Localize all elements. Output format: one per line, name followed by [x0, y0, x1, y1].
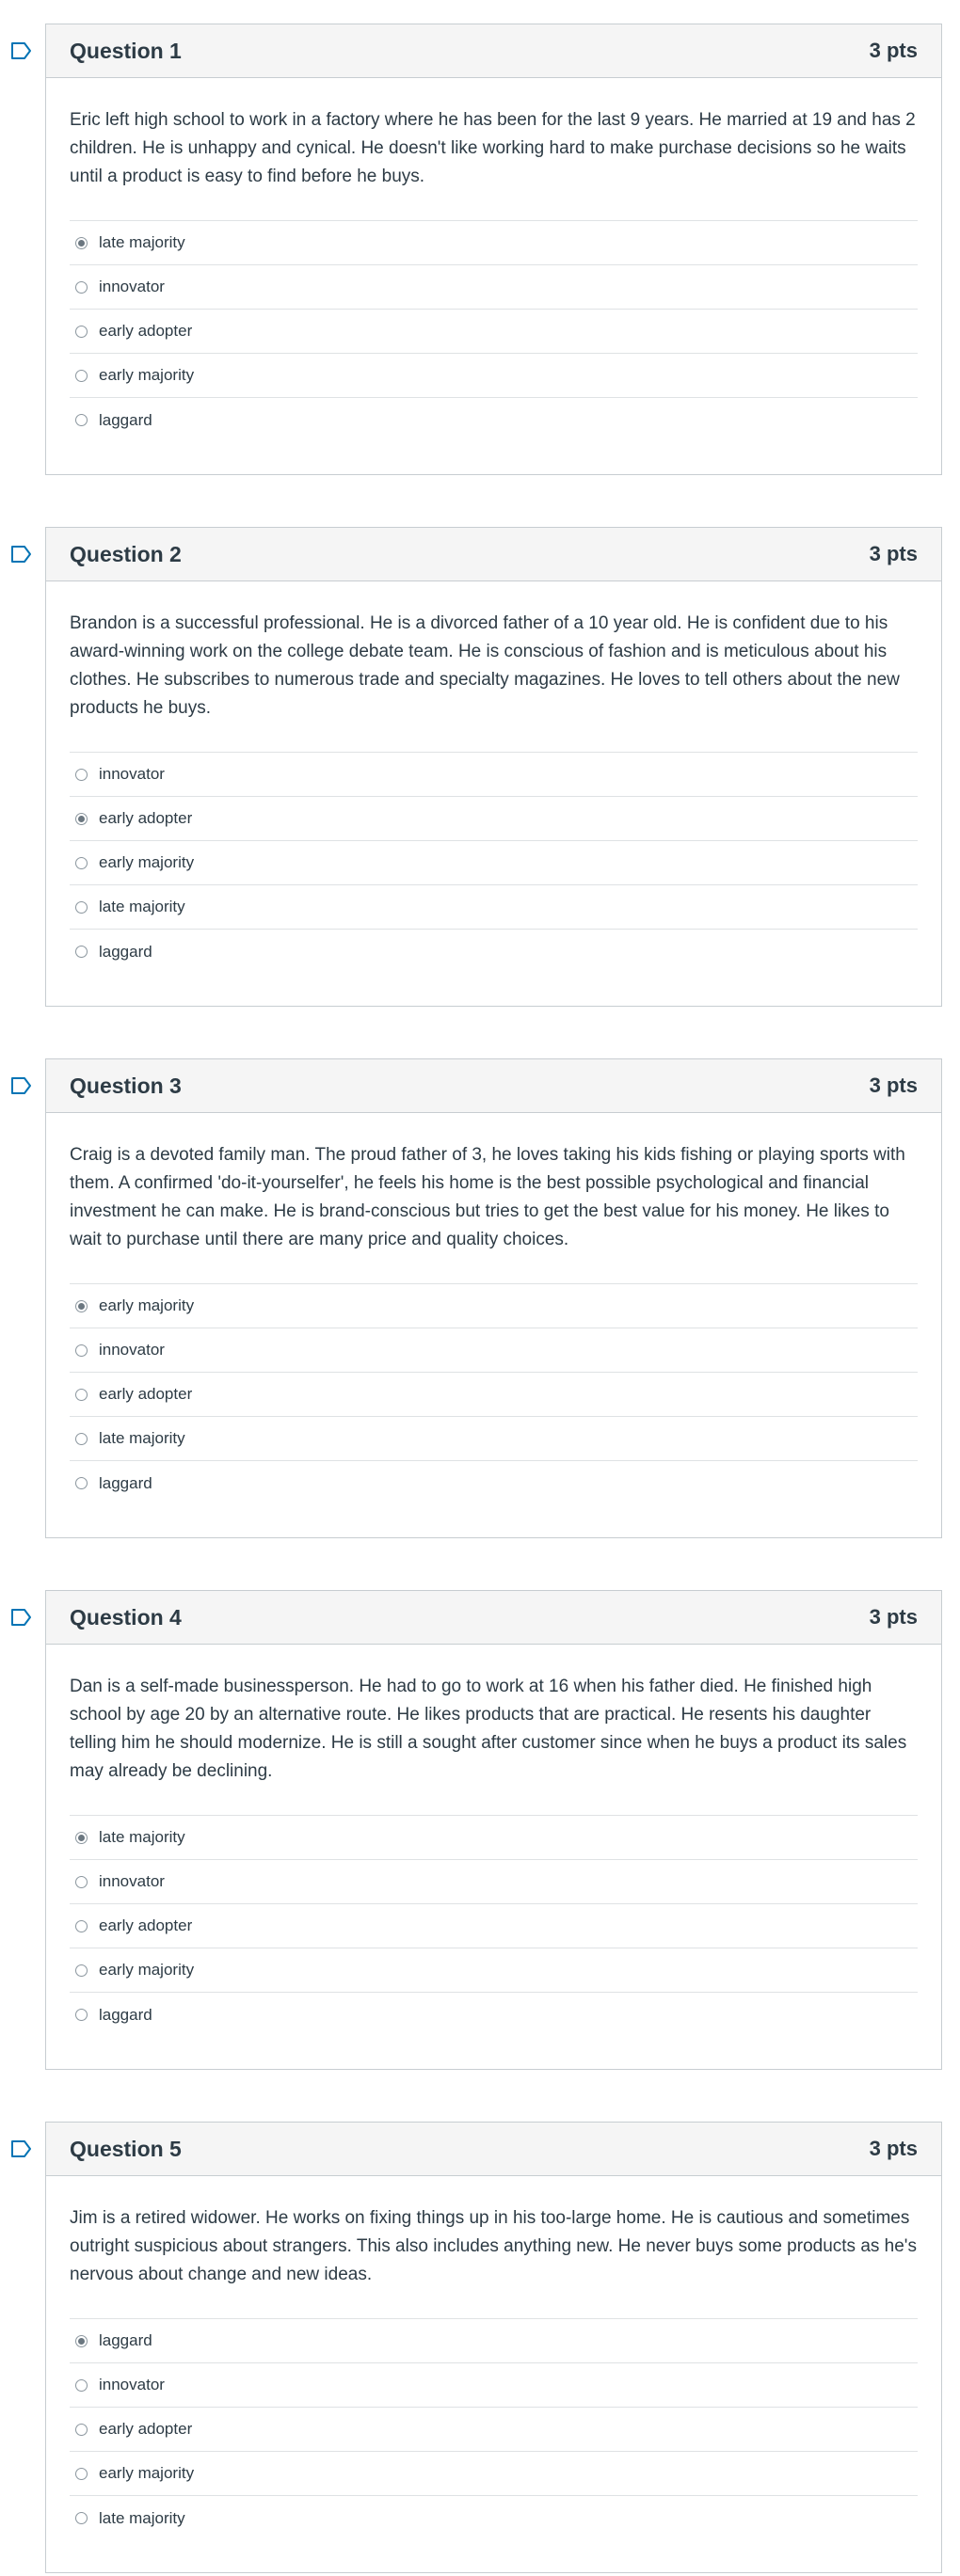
answer-list: [70, 2318, 918, 2540]
answer-label: early adopter: [99, 1385, 193, 1403]
question-title: Question 3: [70, 1073, 182, 1098]
answer-label: innovator: [99, 278, 165, 295]
answer-label: late majority: [99, 2508, 185, 2527]
answer-label: late majority: [99, 1828, 185, 1846]
question-points: 3 pts: [869, 542, 918, 565]
answer-option[interactable]: [70, 1948, 918, 1993]
answer-option[interactable]: [70, 1417, 918, 1461]
answer-label: early majority: [99, 366, 195, 384]
question-points: 3 pts: [869, 1073, 918, 1097]
question-text: Eric left high school to work in a factory where he has been for the last 9 years. He married at 19 and has 2 children. He is unhappy and cynical. He doesn't like working hard to make purchase decisions so he waits until a product is easy to find before he buys.: [70, 110, 916, 186]
radio-icon[interactable]: [75, 1433, 88, 1445]
answer-option[interactable]: [70, 1860, 918, 1904]
question-text: Jim is a retired widower. He works on fixing things up in his too-large home. He is cautious and sometimes outright suspicious about strangers. This also includes anything new. He never buys some products as he's nervous about change and new ideas.: [70, 2208, 917, 2284]
answer-option[interactable]: [70, 1993, 918, 2037]
answer-option[interactable]: [70, 753, 918, 797]
radio-icon[interactable]: [75, 414, 88, 426]
radio-icon[interactable]: [75, 2009, 88, 2021]
radio-icon[interactable]: [75, 237, 88, 249]
answer-option[interactable]: [70, 841, 918, 885]
answer-option[interactable]: [70, 354, 918, 398]
radio-icon[interactable]: [75, 2468, 88, 2480]
flag-icon[interactable]: [10, 2139, 33, 2158]
answer-option[interactable]: [70, 1904, 918, 1948]
answer-label: laggard: [99, 1473, 152, 1492]
question-body: [46, 1113, 941, 1524]
flag-icon[interactable]: [10, 1608, 33, 1627]
answer-list: [70, 220, 918, 442]
radio-icon[interactable]: [75, 281, 88, 294]
radio-icon[interactable]: [75, 370, 88, 382]
answer-option[interactable]: [70, 221, 918, 265]
answer-label: laggard: [99, 410, 152, 429]
answer-label: innovator: [99, 1872, 165, 1890]
answer-label: early majority: [99, 2464, 195, 2482]
question-text: Brandon is a successful professional. He is a divorced father of a 10 year old. He is confident due to his award-winning work on the college debate team. He is conscious of fashion and is meticulous about his clothes. He subscribes to numerous trade and specialty magazines. He loves to tell others about the new products he buys.: [70, 613, 900, 718]
answer-label: innovator: [99, 765, 165, 783]
question-header: [46, 1591, 941, 1645]
radio-icon[interactable]: [75, 1389, 88, 1401]
answer-option[interactable]: [70, 885, 918, 930]
radio-icon[interactable]: [75, 1300, 88, 1312]
radio-icon[interactable]: [75, 1876, 88, 1888]
radio-icon[interactable]: [75, 1964, 88, 1977]
answer-label: innovator: [99, 1341, 165, 1359]
answer-label: early adopter: [99, 322, 193, 340]
flag-icon[interactable]: [10, 1076, 33, 1095]
radio-icon[interactable]: [75, 901, 88, 914]
answer-option[interactable]: [70, 2408, 918, 2452]
question-card: [45, 2122, 942, 2573]
answer-label: laggard: [99, 2331, 152, 2349]
answer-option[interactable]: [70, 1461, 918, 1505]
answer-option[interactable]: [70, 930, 918, 974]
answer-option[interactable]: [70, 2319, 918, 2363]
question-points: 3 pts: [869, 39, 918, 62]
answer-label: innovator: [99, 2376, 165, 2393]
radio-icon[interactable]: [75, 1344, 88, 1357]
question-points: 3 pts: [869, 2137, 918, 2160]
answer-option[interactable]: [70, 2452, 918, 2496]
flag-icon[interactable]: [10, 41, 33, 60]
answer-label: late majority: [99, 1429, 185, 1447]
answer-option[interactable]: [70, 310, 918, 354]
answer-label: laggard: [99, 942, 152, 961]
answer-label: laggard: [99, 2005, 152, 2024]
answer-option[interactable]: [70, 1816, 918, 1860]
question-text: Craig is a devoted family man. The proud father of 3, he loves taking his kids fishing or playing sports with them. A confirmed 'do-it-yourselfer', he feels his home is the best possible psychological and financial investment he can make. He is brand-conscious but tries to get the best value for his money. He likes to wait to purchase until there are many price and quality choices.: [70, 1145, 905, 1249]
radio-icon[interactable]: [75, 2424, 88, 2436]
radio-icon[interactable]: [75, 2379, 88, 2392]
question-points: 3 pts: [869, 1605, 918, 1629]
question-title: Question 4: [70, 1604, 182, 1630]
answer-option[interactable]: [70, 265, 918, 310]
question-card: [45, 1590, 942, 2070]
question-card: [45, 527, 942, 1007]
question-header: [46, 528, 941, 581]
answer-option[interactable]: [70, 797, 918, 841]
answer-label: early majority: [99, 1961, 195, 1979]
question-header: [46, 24, 941, 78]
question-title: Question 2: [70, 541, 182, 566]
answer-label: early majority: [99, 1296, 195, 1314]
radio-icon[interactable]: [75, 813, 88, 825]
question-card: [45, 24, 942, 475]
radio-icon[interactable]: [75, 857, 88, 869]
answer-option[interactable]: [70, 2496, 918, 2540]
answer-label: early adopter: [99, 809, 193, 827]
radio-icon[interactable]: [75, 2335, 88, 2347]
flag-icon[interactable]: [10, 545, 33, 564]
question-header: [46, 2123, 941, 2176]
radio-icon[interactable]: [75, 1477, 88, 1489]
radio-icon[interactable]: [75, 1920, 88, 1932]
radio-icon[interactable]: [75, 326, 88, 338]
question-card: [45, 1058, 942, 1538]
question-title: Question 5: [70, 2136, 182, 2161]
answer-option[interactable]: [70, 1284, 918, 1328]
answer-option[interactable]: [70, 2363, 918, 2408]
answer-list: [70, 1283, 918, 1505]
answer-option[interactable]: [70, 398, 918, 442]
radio-icon[interactable]: [75, 1832, 88, 1844]
answer-label: early adopter: [99, 1916, 193, 1934]
radio-icon[interactable]: [75, 946, 88, 958]
question-body: [46, 78, 941, 461]
question-header: [46, 1059, 941, 1113]
question-body: [46, 2176, 941, 2559]
answer-label: late majority: [99, 898, 185, 915]
answer-label: early adopter: [99, 2420, 193, 2438]
answer-label: early majority: [99, 853, 195, 871]
answer-option[interactable]: [70, 1328, 918, 1373]
question-body: [46, 581, 941, 993]
answer-list: [70, 1815, 918, 2037]
radio-icon[interactable]: [75, 769, 88, 781]
question-text: Dan is a self-made businessperson. He had to go to work at 16 when his father died. He finished high school by age 20 by an alternative route. He likes products that are practical. He resents his daughter telling him he should modernize. He is still a sought after customer since when he buys a product its sales may already be declining.: [70, 1677, 907, 1781]
radio-icon[interactable]: [75, 2512, 88, 2524]
answer-label: late majority: [99, 233, 185, 251]
answer-option[interactable]: [70, 1373, 918, 1417]
answer-list: [70, 752, 918, 974]
question-title: Question 1: [70, 38, 182, 63]
question-body: [46, 1645, 941, 2056]
